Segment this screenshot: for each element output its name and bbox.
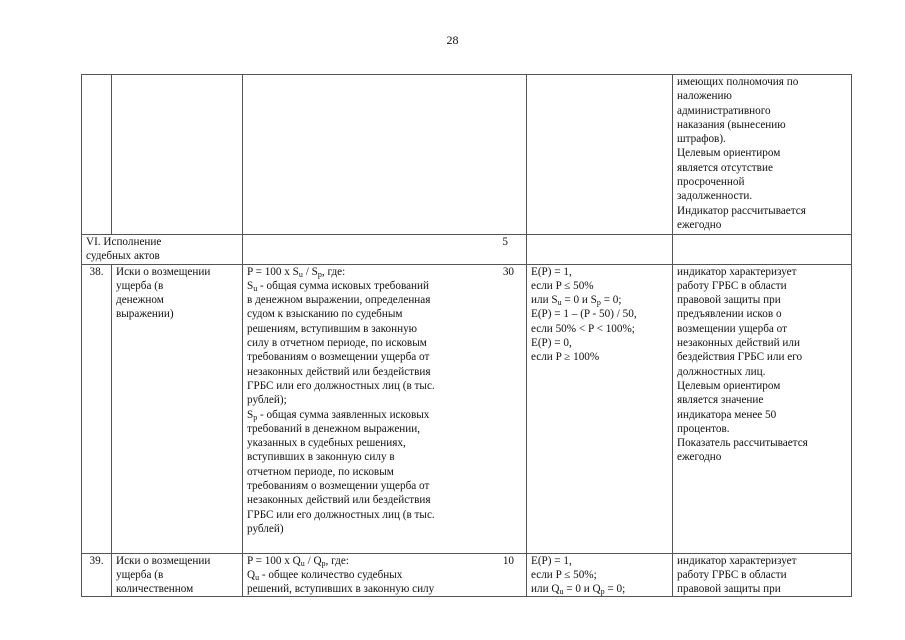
section-title: [82, 235, 243, 265]
section-row: [82, 235, 852, 265]
indicator-name-line: количественном: [116, 583, 194, 596]
definition-line: решений, вступивших в законную силу: [247, 583, 435, 596]
evaluation-cell: [527, 264, 673, 553]
indicator-weight: 30: [502, 265, 514, 278]
notes-line: процентов.: [677, 422, 730, 435]
evaluation-line: если P ≤ 50%;: [531, 568, 597, 581]
cell-num-empty: [82, 75, 112, 235]
definition-line: в денежном выражении, определенная: [247, 294, 431, 307]
evaluation-line: или $S_u = 0$ и $S_p = 0$;: [531, 294, 622, 308]
page-number: 28: [446, 33, 459, 47]
formula-line: P = 100 x $S_u / S_p$, где:: [247, 265, 346, 279]
definition-su: $S_u$ - общая сумма исковых требований: [247, 279, 430, 293]
evaluation-line: если P ≥ 100%: [531, 351, 600, 364]
notes-line: незаконных действий или: [677, 337, 800, 350]
evaluation-cell: [527, 553, 673, 597]
notes-line: должностных лиц.: [677, 365, 766, 378]
evaluation-line: E(P) = 0,: [531, 337, 572, 350]
notes-line: Целевым ориентиром: [677, 379, 781, 392]
definition-line: требований в денежном выражении,: [247, 422, 421, 435]
cell-notes: [673, 75, 852, 235]
indicator-name-line: выражении): [116, 308, 174, 321]
section-weight: 5: [243, 235, 527, 265]
definition-line: судом к взысканию по судебным: [247, 308, 403, 321]
definition-line: силу в отчетном периоде, по исковым: [247, 337, 427, 350]
notes-line: индикатор характеризует: [677, 554, 797, 567]
table-row-continued: [82, 75, 852, 235]
definition-line: рублей);: [247, 394, 287, 407]
notes-cell: [673, 264, 852, 553]
indicators-table: [81, 74, 852, 597]
notes-line: индикатора менее 50: [677, 408, 777, 421]
table-row-38: [82, 264, 852, 553]
evaluation-line: если 50% < P < 100%;: [531, 322, 635, 335]
definition-line: ГРБС или его должностных лиц (в тыс.: [247, 379, 435, 392]
definition-line: требованиям о возмещении ущерба от: [247, 351, 430, 364]
indicator-name-line: ущерба (в: [116, 568, 164, 581]
formula-cell: [243, 264, 527, 553]
cell-eval-empty: [527, 235, 673, 265]
notes-line: наказания (вынесению: [677, 118, 786, 131]
cell-formula-empty: [243, 75, 527, 235]
evaluation-line: E(P) = 1 – (P - 50) / 50,: [531, 308, 637, 321]
definition-qu: $Q_u$ - общее количество судебных: [247, 568, 403, 582]
indicator-weight: 10: [502, 554, 514, 567]
notes-line: предъявлении исков о: [677, 308, 782, 321]
notes-line: индикатор характеризует: [677, 265, 797, 278]
definition-line: вступивших в законную силу в: [247, 451, 395, 464]
row-number: 39.: [82, 553, 112, 597]
formula-line: P = 100 x $Q_u / Q_p$, где:: [247, 554, 349, 568]
evaluation-line: E(P) = 1,: [531, 554, 572, 567]
row-number: 38.: [82, 264, 112, 553]
notes-line: просроченной: [677, 176, 745, 189]
notes-line: является значение: [677, 394, 764, 407]
definition-line: незаконных действий или бездействия: [247, 365, 431, 378]
definition-line: решениям, вступившим в законную: [247, 322, 418, 335]
notes-line: работу ГРБС в области: [677, 568, 787, 581]
definition-line: ГРБС или его должностных лиц (в тыс.: [247, 508, 435, 521]
definition-line: требованиям о возмещении ущерба от: [247, 480, 430, 493]
cell-name-empty: [112, 75, 243, 235]
notes-line: имеющих полномочия по: [677, 76, 799, 88]
notes-line: административного: [677, 104, 771, 117]
definition-line: указанных в судебных решениях,: [247, 437, 406, 450]
notes-line: задолженности.: [677, 190, 753, 203]
notes-line: Показатель рассчитывается: [677, 437, 808, 450]
cell-eval-empty: [527, 75, 673, 235]
indicator-name-line: ущерба (в: [116, 279, 164, 292]
indicator-name: [112, 264, 243, 553]
indicator-name: [112, 553, 243, 597]
notes-line: наложению: [677, 90, 732, 103]
notes-line: правовой защиты при: [677, 583, 781, 596]
definition-line: незаконных действий или бездействия: [247, 494, 431, 507]
notes-line: штрафов).: [677, 133, 726, 146]
indicator-name-line: денежном: [116, 294, 164, 307]
section-title-line: VI. Исполнение: [86, 236, 162, 248]
notes-line: работу ГРБС в области: [677, 279, 787, 292]
definition-sp: $S_p$ - общая сумма заявленных исковых: [247, 408, 430, 422]
indicator-name-line: Иски о возмещении: [116, 554, 211, 567]
indicator-name-line: Иски о возмещении: [116, 265, 211, 278]
notes-line: бездействия ГРБС или его: [677, 351, 803, 364]
section-title-line: судебных актов: [86, 250, 160, 263]
definition-line: отчетном периоде, по исковым: [247, 465, 394, 478]
notes-line: Целевым ориентиром: [677, 147, 781, 160]
cell-notes-empty: [673, 235, 852, 265]
notes-cell: [673, 553, 852, 597]
notes-line: правовой защиты при: [677, 294, 781, 307]
notes-line: ежегодно: [677, 218, 722, 231]
notes-line: Индикатор рассчитывается: [677, 204, 806, 217]
evaluation-line: если P ≤ 50%: [531, 279, 594, 292]
notes-line: является отсутствие: [677, 161, 773, 174]
evaluation-line: или $Q_u = 0$ и $Q_p = 0$;: [531, 583, 626, 597]
table-row-39: [82, 553, 852, 597]
notes-line: возмещении ущерба от: [677, 322, 788, 335]
definition-line: рублей): [247, 522, 284, 535]
notes-line: ежегодно: [677, 451, 722, 464]
formula-cell: [243, 553, 527, 597]
evaluation-line: E(P) = 1,: [531, 265, 572, 278]
